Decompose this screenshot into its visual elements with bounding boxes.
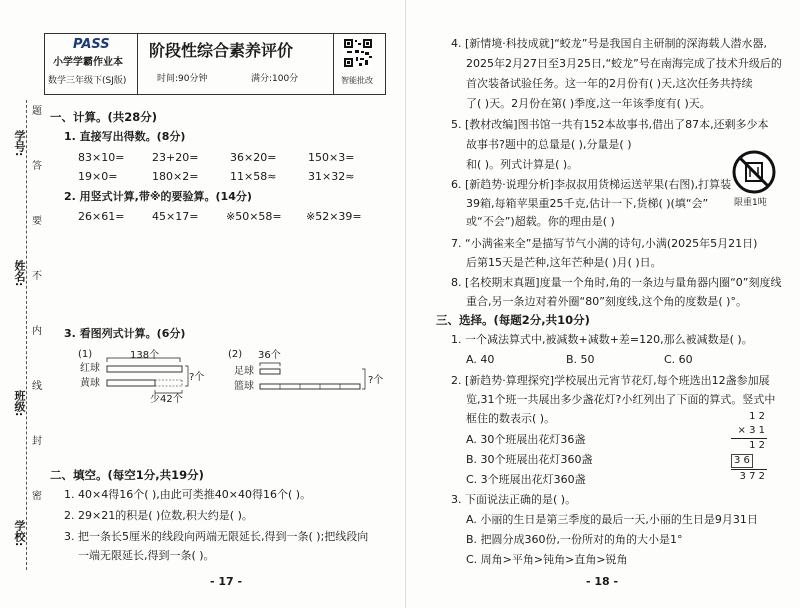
calc-item: 36×20= — [230, 151, 277, 164]
choice-question-2-line2: 览,31个班一共展出多少盏花灯?小红列出了下面的算式。竖式中 — [466, 393, 776, 406]
choice-option[interactable]: B. 30个班展出花灯360盏 — [466, 453, 593, 466]
vert-line-5: 3 7 2 — [739, 471, 765, 482]
section-choice-heading: 三、选择。(每题2分,共10分) — [436, 313, 590, 327]
calc-item: 31×32≈ — [308, 170, 355, 183]
fill-question-4: 4. [新情境·科技成就]“蛟龙”号是我国自主研制的深海载人潜水器, — [451, 37, 767, 50]
class-label: 班级: — [13, 390, 26, 417]
calc-item: 83×10= — [78, 151, 125, 164]
vert-line-1: 1 2 — [749, 411, 765, 422]
vertical-calc-item: 45×17= — [152, 210, 199, 223]
exam-header — [44, 33, 386, 95]
page-title: 阶段性综合素养评价 — [149, 41, 294, 60]
fill-question-5-line3: 和( )。列式计算是( )。 — [466, 158, 579, 171]
fill-question-5-line2: 故事书?题中的总量是( ),分量是( ) — [466, 138, 632, 151]
seal-char: 答 — [32, 161, 42, 172]
figure-1-top-value: 138个 — [130, 350, 160, 361]
seal-char: 内 — [32, 326, 42, 337]
vert-boxed-number: 3 6 — [731, 454, 753, 468]
calc-item: 180×2= — [152, 170, 199, 183]
seal-char: 密 — [32, 491, 42, 502]
right-page — [405, 0, 800, 608]
figure-2-row1: 足球 — [234, 366, 254, 377]
choice-question-3: 3. 下面说法正确的是( )。 — [451, 493, 577, 506]
weight-limit-caption: 限重1吨 — [734, 198, 767, 208]
figure-1-row2: 黄球 — [80, 378, 100, 389]
figure-1-diff: 少42个 — [150, 394, 183, 405]
q3-heading: 3. 看图列式计算。(6分) — [64, 327, 186, 340]
vertical-multiplication — [731, 410, 767, 488]
student-info-sidebar — [0, 100, 44, 570]
fill-question-8: 8. [名校期末真题]度量一个角时,角的一条边与量角器内圈“0”刻度线 — [451, 276, 782, 289]
page-number-right: - 18 - — [586, 575, 619, 588]
calc-item: 19×0= — [78, 170, 118, 183]
figure-2-top-value: 36个 — [258, 350, 281, 361]
fill-question-3: 3. 把一条长5厘米的线段向两端无限延长,得到一条( );把线段向 — [64, 530, 369, 543]
choice-option[interactable]: C. 60 — [664, 353, 693, 366]
fill-question-4-line4: 了( )天。2月份在第( )季度,这一年该季度有( )天。 — [466, 97, 711, 110]
choice-question-2-line3: 框住的数表示( )。 — [466, 412, 556, 425]
fill-question-6-line2: 39箱,每箱苹果重25千克,估计一下,货梯( )(填“会” — [466, 197, 709, 210]
weight-limit-sign-icon — [732, 150, 776, 194]
choice-option[interactable]: A. 小丽的生日是第三季度的最后一天,小丽的生日是9月31日 — [466, 513, 758, 526]
school-label: 学校: — [13, 520, 26, 547]
seal-char: 线 — [32, 381, 42, 392]
choice-question-1: 1. 一个减法算式中,被减数+减数+差=120,那么被减数是( )。 — [451, 333, 753, 346]
vertical-calc-item: ※50×58= — [226, 210, 282, 223]
q2-heading: 2. 用竖式计算,带※的要验算。(14分) — [64, 190, 252, 203]
fill-question-6: 6. [新趋势·说理分析]李叔叔用货梯运送苹果(右图),打算装 — [451, 178, 732, 191]
choice-option[interactable]: A. 40 — [466, 353, 495, 366]
calc-item: 150×3= — [308, 151, 355, 164]
choice-option[interactable]: B. 50 — [566, 353, 595, 366]
fill-question-7-line2: 后第15天是芒种,这年芒种是( )月( )日。 — [466, 256, 662, 269]
figure-2-label: (2) — [228, 349, 243, 360]
vert-line-3: 1 2 — [749, 440, 765, 451]
section-fill-heading: 二、填空。(每空1分,共19分) — [50, 468, 204, 482]
choice-option[interactable]: A. 30个班展出花灯36盏 — [466, 433, 586, 446]
section-calc-heading: 一、计算。(共28分) — [50, 110, 158, 124]
calc-item: 23+20= — [152, 151, 199, 164]
score-label: 满分:100分 — [251, 74, 299, 84]
q1-heading: 1. 直接写出得数。(8分) — [64, 130, 186, 143]
fill-question-4-line2: 2025年2月27日至3月25日,“蛟龙”号在南海完成了技术升级后的 — [466, 57, 782, 70]
qr-code-icon — [343, 38, 373, 68]
fill-question-6-line3: 或“不会”)超载。你的理由是( ) — [466, 215, 615, 228]
qr-caption: 智能批改 — [341, 76, 373, 85]
figure-1-label: (1) — [78, 349, 93, 360]
bar-diagram-2 — [258, 360, 368, 396]
student-name-label: 姓名: — [13, 260, 26, 287]
figure-2-row2: 篮球 — [234, 381, 254, 392]
seal-char: 不 — [32, 271, 42, 282]
grade-label: 数学三年级下(SJ版) — [48, 76, 127, 86]
choice-option[interactable]: C. 3个班展出花灯360盏 — [466, 473, 586, 486]
choice-option[interactable]: C. 周角>平角>钝角>直角>锐角 — [466, 553, 628, 566]
fill-question-3-cont: 一端无限延长,得到一条( )。 — [78, 549, 215, 562]
figure-1-question: ?个 — [189, 372, 205, 383]
vert-line-2: × 3 1 — [737, 425, 765, 436]
seal-char: 封 — [32, 436, 42, 447]
seal-char: 要 — [32, 216, 42, 227]
choice-option[interactable]: B. 把圆分成360份,一份所对的角的大小是1° — [466, 533, 683, 546]
time-label: 时间:90分钟 — [157, 74, 208, 84]
vertical-calc-item: ※52×39= — [306, 210, 362, 223]
page-number-left: - 17 - — [210, 575, 243, 588]
figure-2-question: ?个 — [368, 375, 384, 386]
calc-item: 11×58≈ — [230, 170, 277, 183]
fill-question-4-line3: 首次装备试验任务。这一年的2月份有( )天,这次任务共持续 — [466, 77, 753, 90]
fill-question-5: 5. [教材改编]图书馆一共有152本故事书,借出了87本,还剩多少本 — [451, 118, 769, 131]
choice-question-2: 2. [新趋势·算理探究]学校展出元宵节花灯,每个班选出12盏参加展 — [451, 374, 770, 387]
fill-question-1: 1. 40×4得16个( ),由此可类推40×40得16个( )。 — [64, 488, 312, 501]
series-title: 小学学霸作业本 — [53, 57, 123, 68]
fill-question-2: 2. 29×21的积是( )位数,积大约是( )。 — [64, 509, 253, 522]
student-id-label: 学号: — [13, 130, 26, 157]
figure-1-row1: 红球 — [80, 363, 100, 374]
fill-question-8-line2: 重合,另一条边对着外圈“80”刻度线,这个角的度数是( )°。 — [466, 295, 747, 308]
fill-question-7: 7. “小满雀来全”是描写节气小满的诗句,小满(2025年5月21日) — [451, 237, 758, 250]
brand-logo: PASS — [73, 37, 110, 52]
seal-char: 题 — [32, 106, 42, 117]
vertical-calc-item: 26×61= — [78, 210, 125, 223]
